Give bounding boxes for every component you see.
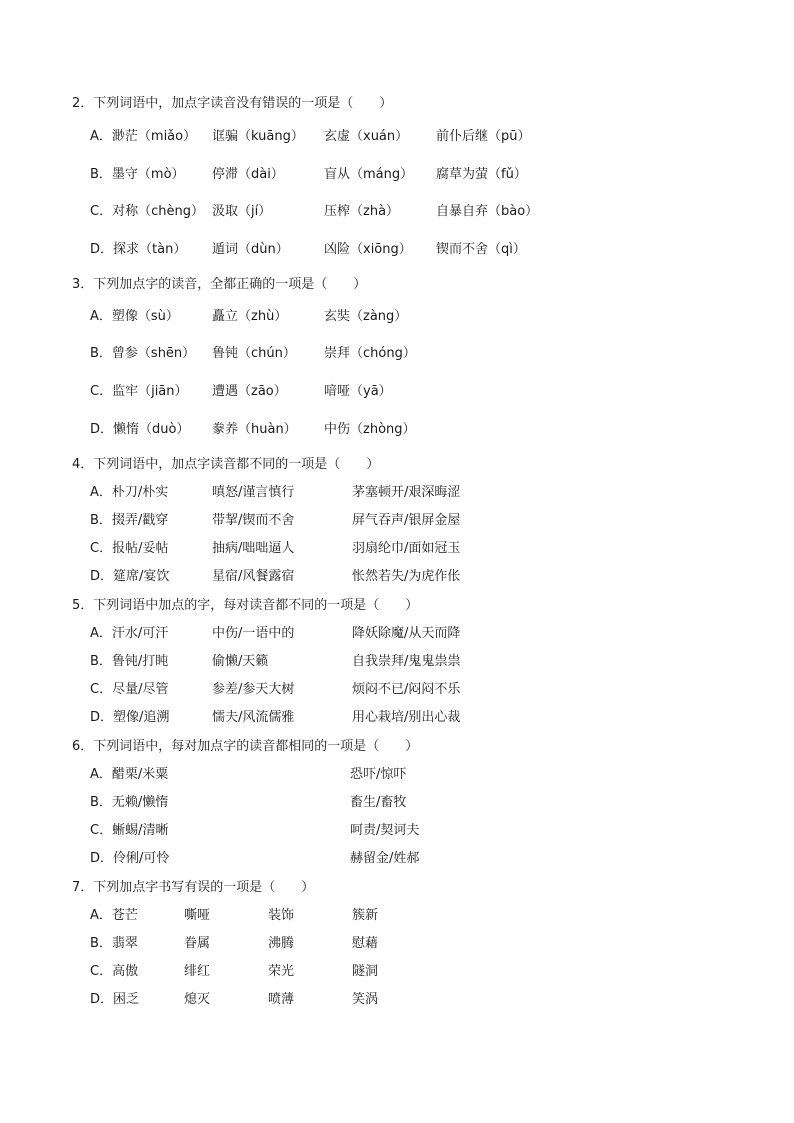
option-item: 笑涡 — [352, 992, 379, 1007]
option-item: 曾参（shēn） — [111, 346, 196, 361]
option-first-item — [90, 710, 169, 726]
option-item: 朴刀/朴实 — [111, 485, 169, 500]
option-item: 监牢（jiān） — [112, 384, 188, 399]
option-item: 熄灭 — [184, 992, 211, 1007]
option-first-item — [90, 569, 169, 585]
option-item: 自我崇拜/鬼鬼祟祟 — [352, 654, 461, 669]
option-item: 装饰 — [268, 908, 295, 923]
option-letter: C． — [90, 384, 113, 399]
option-item: 恐吓/惊吓 — [350, 767, 407, 782]
option-item: 中伤（zhòng） — [324, 422, 416, 437]
question-stem: 3．下列加点字的读音，全都正确的一项是（ ） — [72, 277, 367, 292]
option-item: 探求（tàn） — [113, 242, 187, 257]
option-item: 簇新 — [352, 908, 379, 923]
option-item: 凶险（xiōng） — [324, 242, 412, 257]
option-item: 塑像/追溯 — [113, 710, 170, 725]
option-item: 遁词（dùn） — [212, 242, 289, 257]
option-item: 苍芒 — [111, 908, 138, 923]
option-item: 懦夫/风流儒雅 — [212, 710, 295, 725]
option-letter: C． — [90, 964, 113, 979]
option-letter: C． — [90, 541, 113, 556]
option-first-item — [90, 513, 168, 529]
option-letter: B． — [90, 346, 112, 361]
option-item: 豢养（huàn） — [212, 422, 297, 437]
option-first-item — [90, 167, 185, 183]
option-letter: B． — [90, 513, 112, 528]
option-item: 隧洞 — [352, 964, 379, 979]
question-stem: 7．下列加点字书写有误的一项是（ ） — [72, 880, 315, 895]
option-item: 矗立（zhù） — [212, 309, 288, 324]
option-first-item — [90, 767, 168, 783]
option-item: 自暴自弃（bào） — [436, 204, 539, 219]
option-item: 停滞（dài） — [212, 167, 284, 182]
option-first-item — [90, 485, 168, 501]
option-first-item — [90, 851, 169, 867]
option-letter: D． — [90, 710, 114, 725]
question-stem: 2．下列词语中，加点字读音没有错误的一项是（ ） — [72, 96, 393, 111]
option-item: 赫留金/姓郝 — [350, 851, 420, 866]
option-item: 呵责/契诃夫 — [350, 823, 420, 838]
option-first-item — [90, 964, 138, 980]
option-item: 懒惰（duò） — [113, 422, 190, 437]
option-item: 塑像（sù） — [111, 309, 179, 324]
option-letter: B． — [90, 654, 112, 669]
option-first-item — [90, 682, 168, 698]
option-letter: A． — [90, 908, 112, 923]
option-first-item — [90, 422, 189, 438]
option-item: 荣光 — [268, 964, 295, 979]
option-first-item — [90, 541, 168, 557]
option-item: 墨守（mò） — [111, 167, 185, 182]
option-first-item — [90, 384, 188, 400]
option-letter: B． — [90, 795, 112, 810]
option-item: 星宿/风餐露宿 — [212, 569, 295, 584]
option-item: 翡翠 — [111, 936, 138, 951]
option-letter: C． — [90, 204, 113, 219]
option-letter: C． — [90, 682, 113, 697]
option-first-item — [90, 823, 168, 839]
option-item: 喑哑（yā） — [324, 384, 392, 399]
option-item: 畜生/畜牧 — [350, 795, 407, 810]
option-letter: A． — [90, 129, 112, 144]
option-item: 诓骗（kuāng） — [212, 129, 304, 144]
option-item: 腐草为萤（fǔ） — [436, 167, 527, 182]
option-item: 尽量/尽管 — [112, 682, 169, 697]
option-item: 羽扇纶巾/面如冠玉 — [352, 541, 461, 556]
option-letter: A． — [90, 309, 112, 324]
option-item: 蜥蜴/清晰 — [112, 823, 169, 838]
option-first-item — [90, 992, 139, 1008]
option-item: 中伤/一语中的 — [212, 626, 295, 641]
option-item: 压榨（zhà） — [324, 204, 400, 219]
option-item: 报帖/妥帖 — [112, 541, 169, 556]
option-item: 无赖/懒惰 — [111, 795, 169, 810]
option-letter: C． — [90, 823, 113, 838]
question-stem: 6．下列词语中，每对加点字的读音都相同的一项是（ ） — [72, 739, 419, 754]
option-item: 汲取（jí） — [212, 204, 272, 219]
option-item: 茅塞顿开/艰深晦涩 — [352, 485, 461, 500]
option-item: 用心栽培/别出心裁 — [352, 710, 461, 725]
option-item: 鲁钝/打盹 — [111, 654, 169, 669]
option-item: 降妖除魔/从天而降 — [352, 626, 461, 641]
option-item: 前仆后继（pū） — [436, 129, 531, 144]
option-item: 烦闷不已/闷闷不乐 — [352, 682, 461, 697]
question-stem: 5．下列词语中加点的字，每对读音都不同的一项是（ ） — [72, 598, 419, 613]
option-first-item — [90, 309, 179, 325]
option-letter: D． — [90, 569, 114, 584]
option-item: 参差/参天大树 — [212, 682, 295, 697]
option-letter: D． — [90, 242, 114, 257]
option-item: 玄奘（zàng） — [324, 309, 408, 324]
option-item: 掇弄/戳穿 — [111, 513, 169, 528]
option-item: 沸腾 — [268, 936, 295, 951]
option-first-item — [90, 129, 196, 145]
option-item: 崇拜（chóng） — [324, 346, 416, 361]
option-letter: B． — [90, 167, 112, 182]
option-letter: D． — [90, 422, 114, 437]
option-item: 盲从（máng） — [324, 167, 414, 182]
option-first-item — [90, 936, 138, 952]
option-item: 抽病/咄咄逼人 — [212, 541, 295, 556]
option-first-item — [90, 626, 168, 642]
option-letter: A． — [90, 767, 112, 782]
option-item: 锲而不舍（qì） — [436, 242, 526, 257]
question-stem: 4．下列词语中，加点字读音都不同的一项是（ ） — [72, 457, 380, 472]
option-item: 困乏 — [113, 992, 140, 1007]
option-item: 对称（chèng） — [112, 204, 204, 219]
option-first-item — [90, 242, 186, 258]
option-first-item — [90, 346, 195, 362]
option-item: 汗水/可汗 — [111, 626, 169, 641]
option-first-item — [90, 908, 138, 924]
option-item: 高傲 — [112, 964, 139, 979]
option-letter: B． — [90, 936, 112, 951]
option-item: 玄虚（xuán） — [324, 129, 409, 144]
option-item: 喷薄 — [268, 992, 295, 1007]
option-letter: A． — [90, 626, 112, 641]
option-item: 醋栗/米粟 — [111, 767, 169, 782]
option-item: 遭遇（zāo） — [212, 384, 287, 399]
option-item: 怅然若失/为虎作伥 — [352, 569, 461, 584]
option-item: 鲁钝（chún） — [212, 346, 296, 361]
option-item: 带挈/锲而不舍 — [212, 513, 295, 528]
option-first-item — [90, 204, 204, 220]
option-letter: D． — [90, 992, 114, 1007]
option-item: 屏气吞声/银屏金屋 — [352, 513, 461, 528]
option-letter: D． — [90, 851, 114, 866]
option-item: 嗔怒/谨言慎行 — [212, 485, 295, 500]
option-item: 筵席/宴饮 — [113, 569, 170, 584]
option-item: 偷懒/天籁 — [212, 654, 269, 669]
option-first-item — [90, 654, 168, 670]
option-item: 眷属 — [184, 936, 211, 951]
option-item: 伶俐/可怜 — [113, 851, 170, 866]
option-item: 嘶哑 — [184, 908, 211, 923]
option-item: 渺茫（miǎo） — [111, 129, 197, 144]
option-item: 绯红 — [184, 964, 211, 979]
option-first-item — [90, 795, 168, 811]
option-letter: A． — [90, 485, 112, 500]
option-item: 慰藉 — [352, 936, 379, 951]
